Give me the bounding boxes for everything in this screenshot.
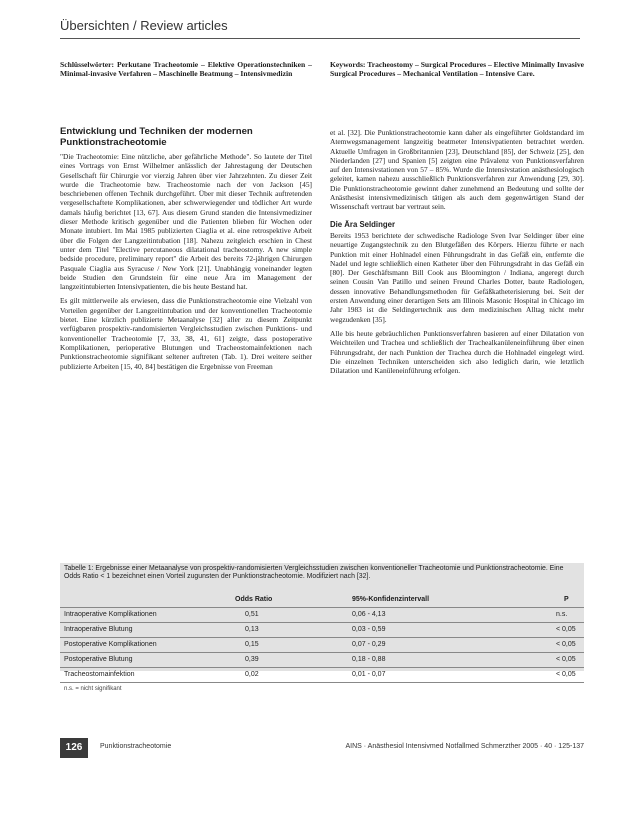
table-row-3-label: Postoperative Komplikationen bbox=[64, 641, 157, 648]
table-row-3-or: 0,15 bbox=[245, 641, 259, 648]
table-row-3-ci: 0,07 - 0,29 bbox=[352, 641, 386, 648]
table-row-5-label: Tracheostomainfektion bbox=[64, 671, 135, 678]
right-paragraph-2: Bereits 1953 berichtete der schwedische Radiologe Sven Ivar Seldinger über eine neuartige Zugangstechnik zu den Blutgefäßen des Körpers. Hierzu führte er nach Punktion mit einer Hohlnadel einen Führungsdraht in das Gefäß ein, entfernte die Nadel und legte schließlich einen Katheter über den Führungsdraht in das Gefäß ein [80]. Der Geschäftsmann Bill Cook aus Bloomington / Indiana, angeregt durch seinen Cousin Van Patillo und seinen Freund Charles Dotter, baute Radiologen, dessen innovative Behandlungsmethoden für Gefäßkatheterisierung bei. Seit der ersten Anwendung einer derartigen Sets am Illinois Masonic Hospital in Chicago im Jahr 1983 ist die Seldingertechnik aus dem medizinischen Alltag nicht mehr wegzudenken [35]. bbox=[330, 230, 584, 324]
table-row-1-ci: 0,06 - 4,13 bbox=[352, 611, 386, 618]
table-row-4-ci: 0,18 - 0,88 bbox=[352, 656, 386, 663]
table-row-3-p: < 0,05 bbox=[556, 641, 576, 648]
running-header: Übersichten / Review articles bbox=[60, 18, 228, 33]
right-paragraph-3: Alle bis heute gebräuchlichen Punktionsverfahren basieren auf einer Dilatation von Weichteilen und Trachea und schließlich der Trachealkanüleneinführung über einen Führungsdraht, der nach Punktion der Trachea durch die Hohlnadel eingelegt wird. Die einzelnen Techniken unterscheiden sich also lediglich darin, wie letztlich Dilatation und Kanüleneinführung erfolgen. bbox=[330, 328, 584, 376]
keywords-german-label: Schlüsselwörter: bbox=[60, 60, 114, 69]
keywords-english-text: Tracheostomy – Surgical Procedures – Elective Minimally Invasive Surgical Procedures – Mechanical Ventilation – Intensive Care. bbox=[330, 60, 585, 79]
table-row-2-or: 0,13 bbox=[245, 626, 259, 633]
table-rule bbox=[60, 607, 584, 608]
table-row-2-label: Intraoperative Blutung bbox=[64, 626, 133, 633]
table-row-2-p: < 0,05 bbox=[556, 626, 576, 633]
table-rule bbox=[60, 682, 584, 683]
table-row-1-or: 0,51 bbox=[245, 611, 259, 618]
left-paragraph-2: Es gilt mittlerweile als erwiesen, dass die Punktionstracheotomie eine Vielzahl von Vorteilen gegenüber der Langzeitintubation und der konventionellen Tracheotomie bietet. Eine kürzlich publizierte Metaanalyse [32] aller zu diesem Zeitpunkt verfügbaren prospektiv-randomisierten Vergleichsstudien zwischen Punktions- und konventioneller Tracheotomie [7, 33, 38, 41, 61] zeigte, dass postoperative Komplikationen, perioperative Blutungen und Tracheostomainfektionen nach Punktionstracheotomie signifikant seltener auftreten (Tab. 1). Drei weitere seither publizierte Arbeiten [15, 40, 84] bestätigen die Ergebnisse von Freeman bbox=[60, 296, 312, 371]
table-row-1-p: n.s. bbox=[556, 611, 568, 618]
table-row-1-label: Intraoperative Komplikationen bbox=[64, 611, 157, 618]
page-number: 126 bbox=[60, 738, 88, 758]
left-paragraph-1: "Die Tracheotomie: Eine nützliche, aber gefährliche Methode". So lautete der Titel eines Vortrags von Ernst Wilhelmer anlässlich der Jahrestagung der Deutschen Gesellschaft für Chirurgie vor vierzig Jahren über vier Jahrzehnten. Zu dieser Zeit wurde die Tracheotomie bzw. Tracheostomie nach der von Jackson [45] beschriebenen offenen Technik durchgeführt. Über mit dieser Technik auftretenden vergesellschaftete Komplikationen, aber schwerwiegender und tödlicher Art wurde damals häufig berichtet [13, 67]. Aus diesem Grund standen die Intensivmediziner dieser Methode kritisch gegenüber und die Patienten blieben für Wochen oder Monate intubiert. Im Mai 1985 publizierten Ciaglia et al. eine retrospektive Arbeit über die Folgen der Langzeitintubation [18]. Nahezu zeitgleich erschien in Chest unter dem Titel "Elective percutaneous dilatational tracheostomy. A new simple bedside procedure, preliminary report" die Arbeit des bereits 72-jährigen Chirurgen Pasquale Ciaglia aus Syracuse / New York [21]. Unabhängig voneinander legten beide Studien den Grundstein für eine neue Ära im Management der langzeitintubierten Intensivpatienten, die bis heute Bestand hat. bbox=[60, 152, 312, 292]
footer-left: Punktionstracheotomie bbox=[100, 743, 172, 750]
section-title: Entwicklung und Techniken der modernen Punktionstracheotomie bbox=[60, 126, 253, 148]
table-header-odds: Odds Ratio bbox=[235, 596, 273, 603]
table-rule bbox=[60, 622, 584, 623]
table-caption: Tabelle 1: Ergebnisse einer Metaanalyse von prospektiv-randomisierten Vergleichsstudien zwischen konventioneller Tracheotomie und Punktionstracheotomie. Eine Odds Ratio < 1 bezeichnet einen Vorteil zugunsten der Punktionstracheotomie. Modifiziert nach [32]. bbox=[64, 565, 564, 581]
table-rule bbox=[60, 637, 584, 638]
table-row-5-p: < 0,05 bbox=[556, 671, 576, 678]
right-column bbox=[330, 128, 584, 552]
keywords-german-text: Perkutane Tracheotomie – Elektive Operationstechniken – Minimal-invasive Verfahren – Maschinelle Beatmung – Intensivmedizin bbox=[60, 60, 312, 79]
subsection-title: Die Ära Seldinger bbox=[330, 219, 395, 229]
left-column bbox=[60, 152, 312, 552]
keywords-english-label: Keywords: bbox=[330, 60, 366, 69]
right-paragraph-1: et al. [32]. Die Punktionstracheotomie kann daher als eingeführter Goldstandard im Atemwegsmanagement langzeitig beatmeter Intensivpatienten betrachtet werden. Aktuelle Umfragen in Großbritannien [23], Deutschland [85], der Schweiz [25], den Niederlanden [27] und Spanien [5] zeigten eine Prävalenz von Punktionsverfahren auf den Intensivstationen von 57 – 85%. Wurde die Intensivstation anästhesiologisch geleitet, kamen nahezu ausschließlich Punktionsverfahren zur Anwendung [29, 30]. Die Punktionstracheotomie gewinnt daher zunehmend an Bedeutung und sollte der Anästhesist intensivmedizinisch tätigen als auch dem gegenwärtigen Stand der Wissenschaft vertraut bar vertraut sein. bbox=[330, 128, 584, 212]
table-row-4-or: 0,39 bbox=[245, 656, 259, 663]
keywords-german bbox=[60, 60, 312, 79]
table-row-5-ci: 0,01 - 0,07 bbox=[352, 671, 386, 678]
table-rule bbox=[60, 667, 584, 668]
header-rule bbox=[60, 38, 580, 39]
table-header-ci: 95%-Konfidenzintervall bbox=[352, 596, 430, 603]
keywords-english bbox=[330, 60, 584, 79]
table-header-p: P bbox=[564, 596, 569, 603]
table-rule bbox=[60, 652, 584, 653]
table-row-4-label: Postoperative Blutung bbox=[64, 656, 133, 663]
table-row-4-p: < 0,05 bbox=[556, 656, 576, 663]
table-row-2-ci: 0,03 - 0,59 bbox=[352, 626, 386, 633]
table-footnote: n.s. = nicht signifikant bbox=[64, 686, 122, 692]
table-row-5-or: 0,02 bbox=[245, 671, 259, 678]
footer-right: AINS · Anästhesiol Intensivmed Notfallmed Schmerzther 2005 · 40 · 125-137 bbox=[345, 743, 584, 750]
